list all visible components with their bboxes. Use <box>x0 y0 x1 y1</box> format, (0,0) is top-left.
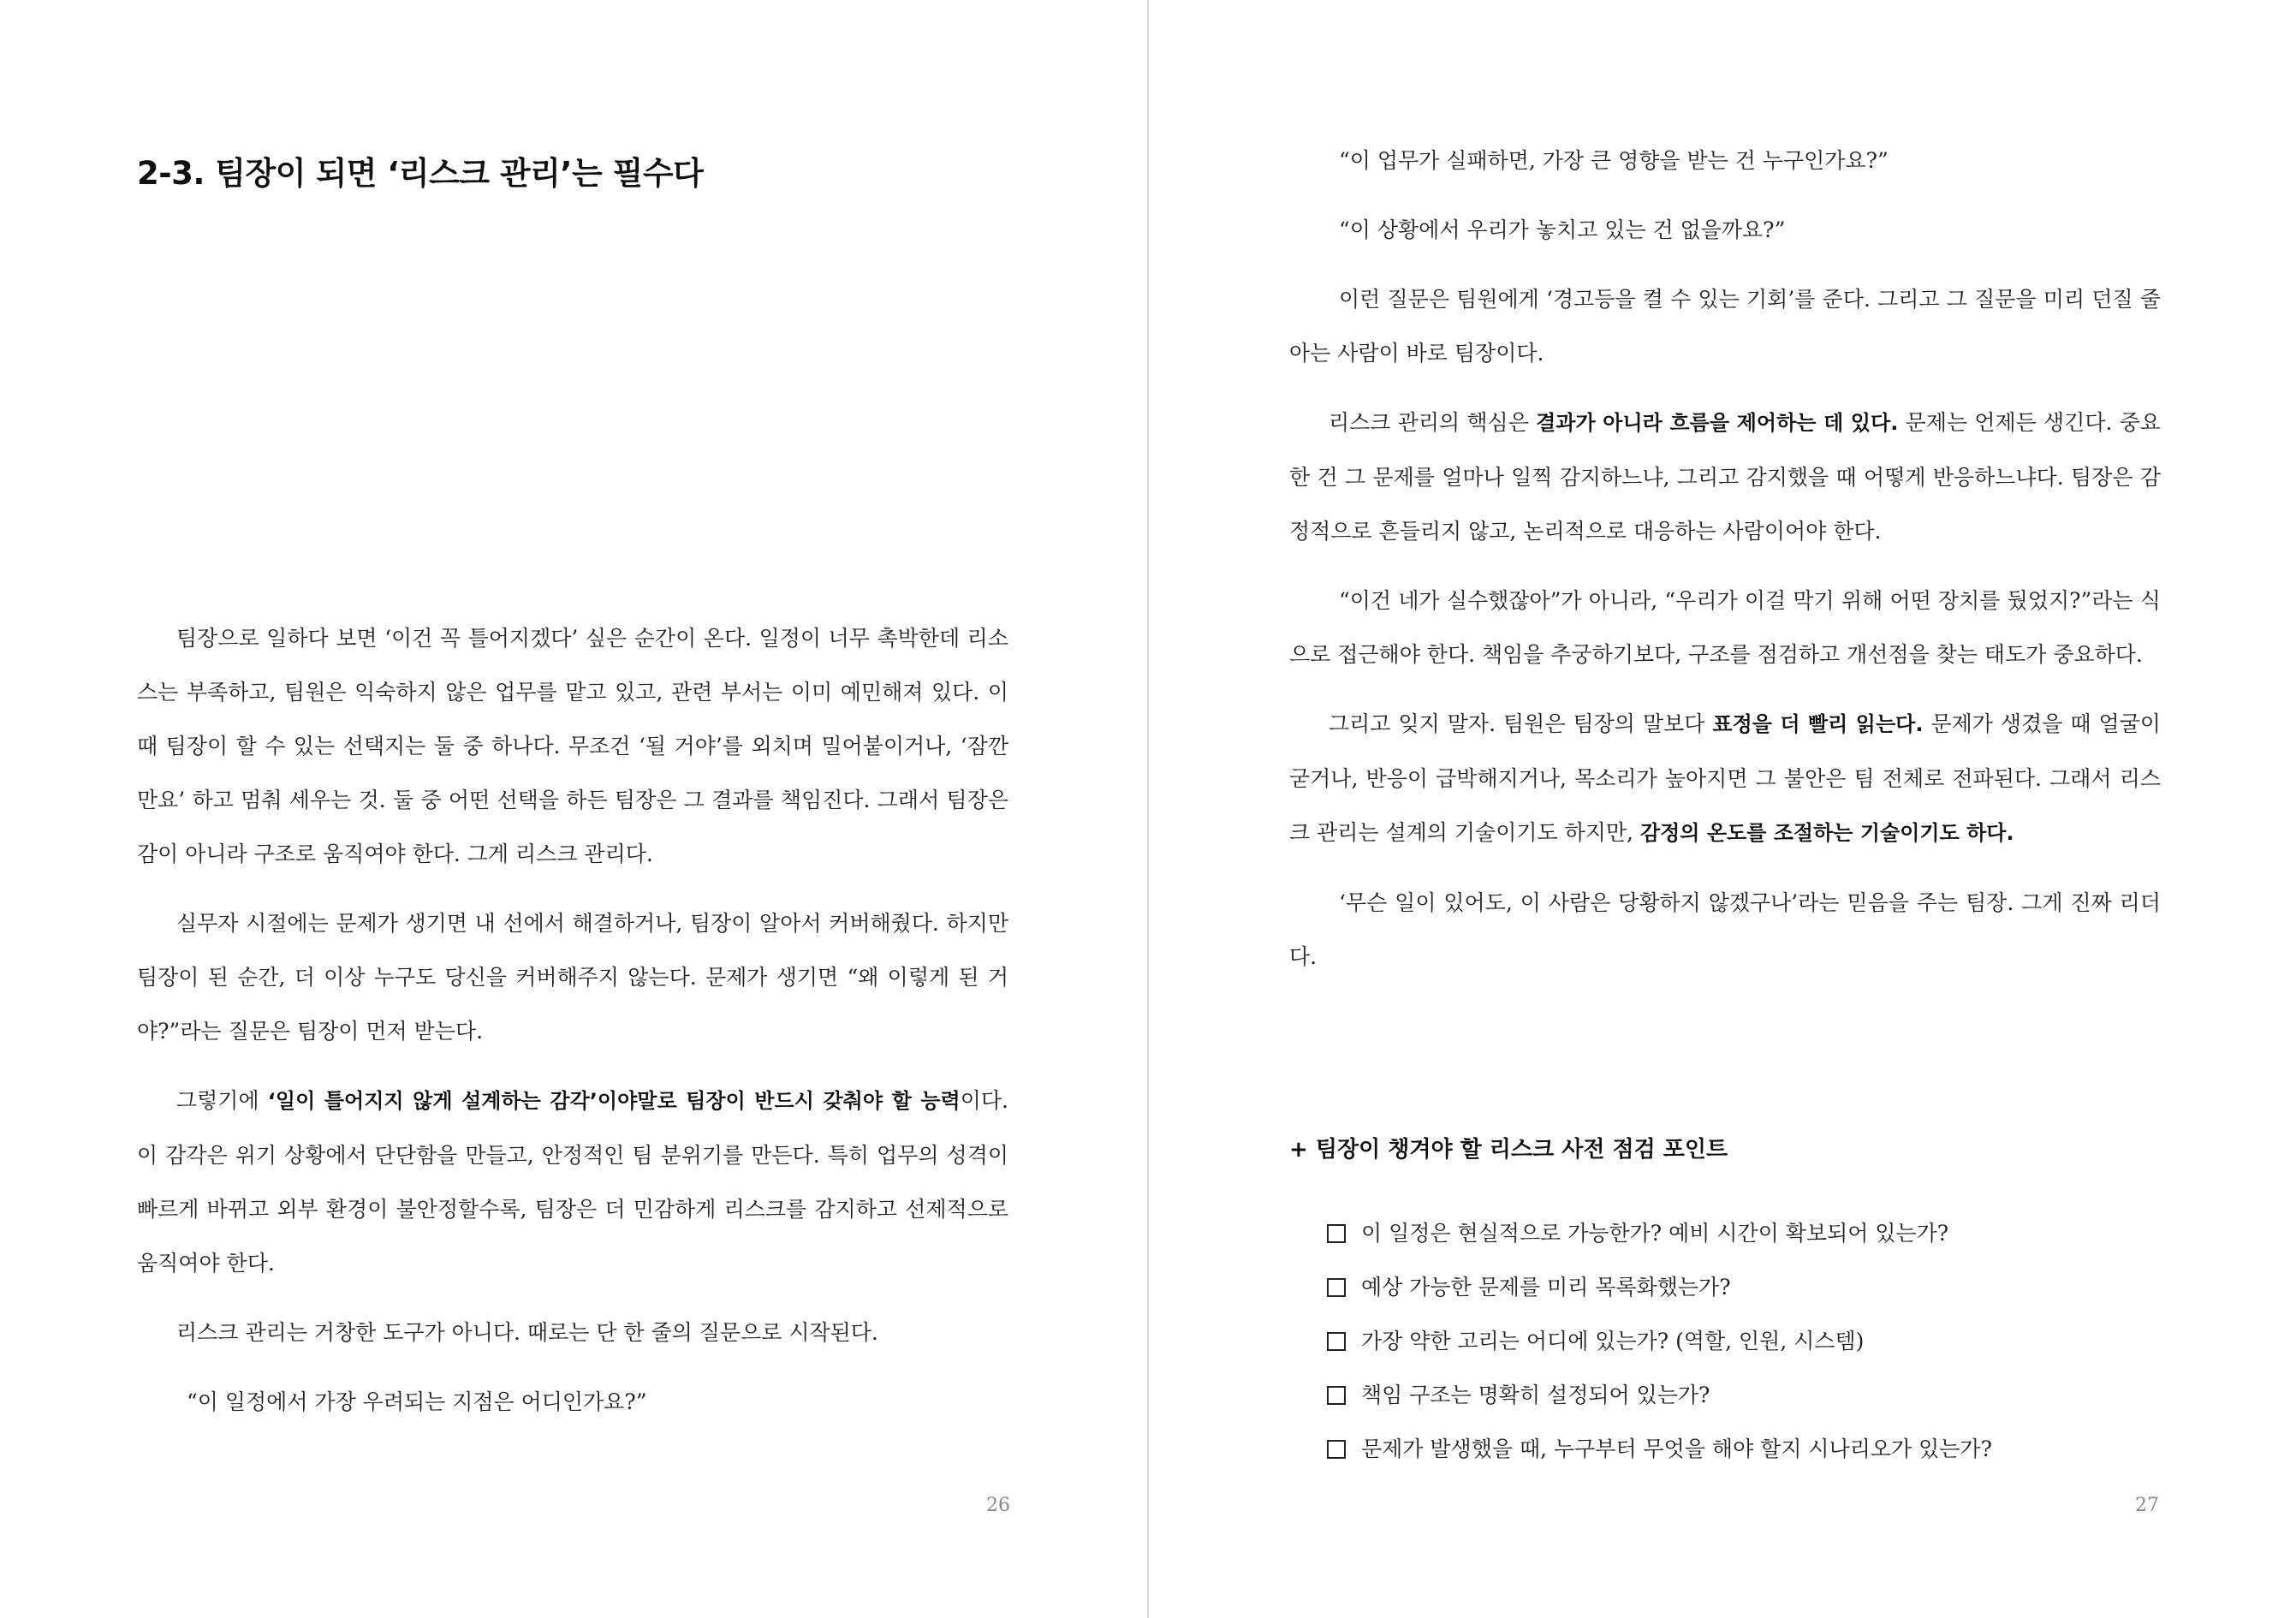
right-page-body <box>1289 134 2161 999</box>
checklist-item: 예상 가능한 문제를 미리 목록화했는가? <box>1289 1260 2161 1314</box>
checklist-title: + 팀장이 챙겨야 할 리스크 사전 점검 포인트 <box>1289 1137 1728 1163</box>
checkbox-icon <box>1327 1386 1346 1405</box>
checkbox-icon <box>1327 1278 1346 1297</box>
paragraph: “이건 네가 실수했잖아”가 아니라, “우리가 이걸 막기 위해 어떤 장치를 뒀었지?”라는 식으로 접근해야 한다. 책임을 추궁하기보다, 구조를 점검하고 개선점을 찾는 태도가 중요하다. <box>1289 588 2161 667</box>
checklist-item: 책임 구조는 명확히 설정되어 있는가? <box>1289 1368 2161 1422</box>
checkbox-icon <box>1327 1224 1346 1243</box>
checklist-item: 이 일정은 현실적으로 가능한가? 예비 시간이 확보되어 있는가? <box>1289 1206 2161 1260</box>
checklist-item: 문제가 발생했을 때, 누구부터 무엇을 해야 할지 시나리오가 있는가? <box>1289 1422 2161 1476</box>
bold-phrase: 표정을 더 빨리 읽는다. <box>1712 712 1924 736</box>
checklist-item: 가장 약한 고리는 어디에 있는가? (역할, 인원, 시스템) <box>1289 1314 2161 1368</box>
right-page <box>1149 0 2296 1618</box>
paragraph: 리스크 관리는 거창한 도구가 아니다. 때로는 단 한 줄의 질문으로 시작된다. <box>176 1320 878 1345</box>
left-page <box>0 0 1147 1618</box>
quote: “이 일정에서 가장 우려되는 지점은 어디인가요?” <box>187 1389 647 1414</box>
paragraph-emphasis: 그리고 잊지 말자. 팀원은 팀장의 말보다 표정을 더 빨리 읽는다. 문제가 생겼을 때 얼굴이 굳거나, 반응이 급박해지거나, 목소리가 높아지면 그 불안은 팀 전체로 전파된다. 그래서 리스크 관리는 설계의 기술이기도 하지만, 감정의 온도를 조절하는 기술이기도 하다. <box>1289 711 2161 845</box>
checkbox-icon <box>1327 1440 1346 1459</box>
paragraph: 이런 질문은 팀원에게 ‘경고등을 켤 수 있는 기회’를 준다. 그리고 그 질문을 미리 던질 줄 아는 사람이 바로 팀장이다. <box>1289 287 2161 366</box>
bold-phrase: 결과가 아니라 흐름을 제어하는 데 있다. <box>1536 411 1899 435</box>
quote: “이 상황에서 우리가 놓치고 있는 건 없을까요?” <box>1339 217 1786 242</box>
checklist-section <box>1289 1132 2161 1476</box>
paragraph: 실무자 시절에는 문제가 생기면 내 선에서 해결하거나, 팀장이 알아서 커버해줬다. 하지만 팀장이 된 순간, 더 이상 누구도 당신을 커버해주지 않는다. 문제가 생기면 “왜 이렇게 된 거야?”라는 질문은 팀장이 먼저 받는다. <box>137 911 1008 1044</box>
section-title: 2-3. 팀장이 되면 ‘리스크 관리’는 필수다 <box>137 155 704 192</box>
quote: “이 업무가 실패하면, 가장 큰 영향을 받는 건 누구인가요?” <box>1339 148 1889 173</box>
checkbox-icon <box>1327 1332 1346 1351</box>
paragraph: 팀장으로 일하다 보면 ‘이건 꼭 틀어지겠다’ 싶은 순간이 온다. 일정이 너무 촉박한데 리소스는 부족하고, 팀원은 익숙하지 않은 업무를 맡고 있고, 관련 부서는 이미 예민해져 있다. 이때 팀장이 할 수 있는 선택지는 둘 중 하나다. 무조건 ‘될 거야’를 외치며 밀어붙이거나, ‘잠깐만요’ 하고 멈춰 세우는 것. 둘 중 어떤 선택을 하든 팀장은 그 결과를 책임진다. 그래서 팀장은 감이 아니라 구조로 움직여야 한다. 그게 리스크 관리다. <box>137 626 1008 866</box>
checklist <box>1289 1206 2161 1476</box>
page-number: 27 <box>2135 1495 2159 1516</box>
paragraph-emphasis: 그렇기에 ‘일이 틀어지지 않게 설계하는 감각’이야말로 팀장이 반드시 갖춰야 할 능력이다. 이 감각은 위기 상황에서 단단함을 만들고, 안정적인 팀 분위기를 만든다. 특히 업무의 성격이 빠르게 바뀌고 외부 환경이 불안정할수록, 팀장은 더 민감하게 리스크를 감지하고 선제적으로 움직여야 한다. <box>137 1088 1008 1276</box>
page-number: 26 <box>986 1495 1010 1516</box>
bold-phrase: 감정의 온도를 조절하는 기술이기도 하다. <box>1639 821 2014 845</box>
paragraph: ‘무슨 일이 있어도, 이 사람은 당황하지 않겠구나’라는 믿음을 주는 팀장. 그게 진짜 리더다. <box>1289 890 2161 969</box>
left-page-body <box>137 611 1008 1444</box>
paragraph-emphasis: 리스크 관리의 핵심은 결과가 아니라 흐름을 제어하는 데 있다. 문제는 언제든 생긴다. 중요한 건 그 문제를 얼마나 일찍 감지하느냐, 그리고 감지했을 때 어떻게 반응하느냐다. 팀장은 감정적으로 흔들리지 않고, 논리적으로 대응하는 사람이어야 한다. <box>1289 410 2161 544</box>
bold-phrase: ‘일이 틀어지지 않게 설계하는 감각’이야말로 팀장이 반드시 갖춰야 할 능력 <box>267 1089 961 1113</box>
